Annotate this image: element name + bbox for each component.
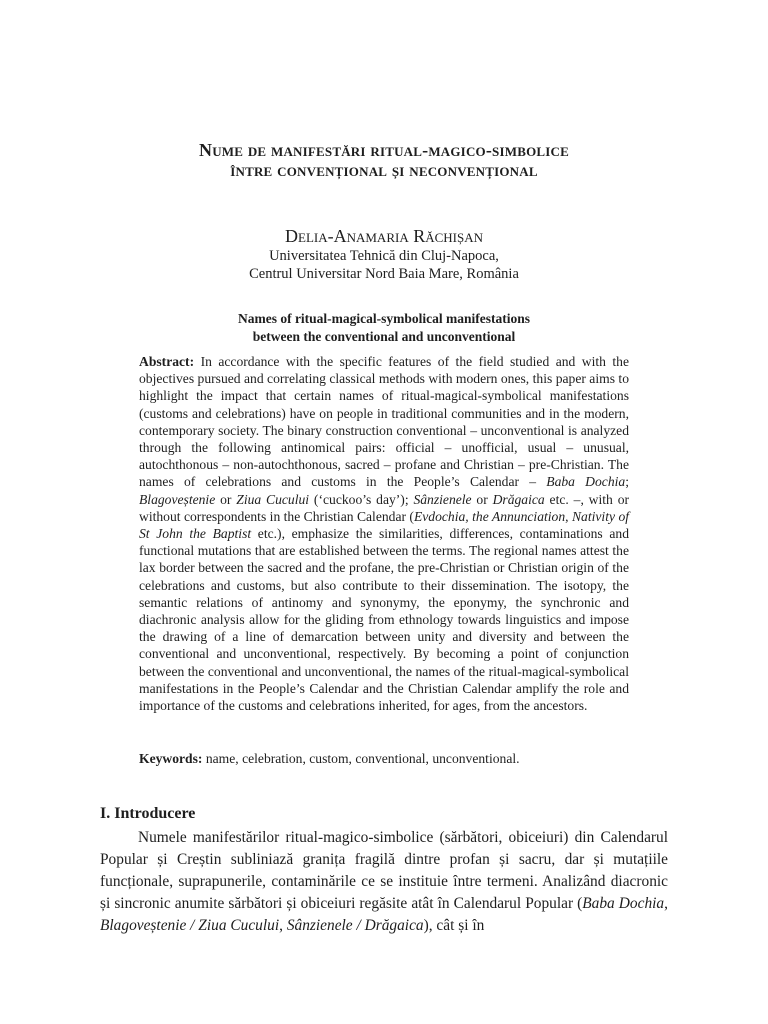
abstract-text: etc.), emphasize the similarities, differences, contaminations and functional mutations that are established between the terms. The regional names attest the lax border between the sacred and the profane, the pre-Christian or Christian origin of the celebrations and customs, but also contribute to their dissemination. The isotopy, the semantic relations of antinomy and synonymy, the eponymy, the synchronic and diachronic analysis allow for the gliding from ethnology towards linguistics and impose the drawing of a line of demarcation between unity and diversity and between the conventional and unconventional, respectively. By becoming a point of conjunction between the conventional and unconventional, the names of the ritual-magical-symbolical manifestations in the People’s Calendar and the Christian Calendar amplify the role and importance of the customs and celebrations inherited, for ages, from the ancestors. xyxy=(139,526,629,714)
title-line-2: între convențional și neconvențional xyxy=(230,160,538,180)
abstract-text: or xyxy=(215,491,237,507)
body-text: , xyxy=(279,917,287,934)
abstract-label: Abstract: xyxy=(139,354,195,369)
keywords-text: name, celebration, custom, conventional, unconventional. xyxy=(202,751,520,766)
body-text: , xyxy=(664,895,668,912)
english-title-line-2: between the conventional and unconventional xyxy=(252,329,516,344)
english-title-line-1: Names of ritual-magical-symbolical manifestations xyxy=(237,311,531,326)
abstract-term: Baba Dochia xyxy=(546,474,626,490)
body-text: Numele manifestărilor ritual-magico-simbolice (sărbători, obiceiuri) din Calendarul Popular și Creștin subliniază granița fragilă dintre profan și sacru, dar și mutațiile funcționale, suprapunerile, contaminările ce se instituie între termeni. Analizând diacronic și sincronic anumite sărbători și obiceiuri regăsite atât în Calendarul Popular ( xyxy=(100,829,668,912)
body-term: Baba Dochia xyxy=(582,895,665,912)
abstract-text: etc. –, with or without correspondents in the Christian Calendar ( xyxy=(139,491,630,524)
abstract-text: (‘cuckoo’s day’); xyxy=(309,491,414,507)
affiliation-line-2: Centrul Universitar Nord Baia Mare, România xyxy=(249,266,519,282)
abstract-term: Blagoveștenie xyxy=(139,491,216,507)
author-name: Delia-Anamaria Răchișan xyxy=(285,226,483,246)
abstract-term: Sânzienele xyxy=(413,491,472,507)
abstract-text: or xyxy=(471,491,493,507)
abstract-text: , xyxy=(565,508,572,524)
affiliation-line-1: Universitatea Tehnică din Cluj-Napoca, xyxy=(269,248,499,264)
body-paragraph xyxy=(100,827,668,937)
english-title xyxy=(100,310,668,346)
keywords-label: Keywords: xyxy=(139,751,203,766)
abstract-term: Drăgaica xyxy=(492,491,545,507)
abstract-term: Ziua Cucului xyxy=(236,491,310,507)
title-line-1: Nume de manifestări ritual-magico-simbolice xyxy=(199,140,569,160)
abstract-term: Evdochia, the Annunciation xyxy=(413,508,566,524)
abstract-text: In accordance with the specific features of the field studied and with the objectives pursued and correlating classical methods with modern ones, this paper aims to highlight the impact that certain names of ritual-magical-symbolical manifestations (customs and celebrations) have on people in traditional communities and in the modern, contemporary society. The binary construction conventional – unconventional is analyzed through the following antinomical pairs: official – unofficial, usual – unusual, autochthonous – non-autochthonous, sacred – profane and Christian – pre-Christian. The names of celebrations and customs in the People’s Calendar – xyxy=(139,354,629,490)
abstract-paragraph xyxy=(139,353,629,714)
paper-title xyxy=(100,140,668,180)
body-text: ), cât și în xyxy=(423,917,485,934)
keywords-line xyxy=(139,750,629,767)
body-term: Sânzienele / Drăgaica xyxy=(286,917,424,934)
body-term: Blagoveștenie / Ziua Cucului xyxy=(100,917,280,934)
abstract-text: ; xyxy=(625,474,629,490)
section-heading: I. Introducere xyxy=(100,805,196,822)
abstract-term: Nativity of St John the Baptist xyxy=(139,508,630,542)
